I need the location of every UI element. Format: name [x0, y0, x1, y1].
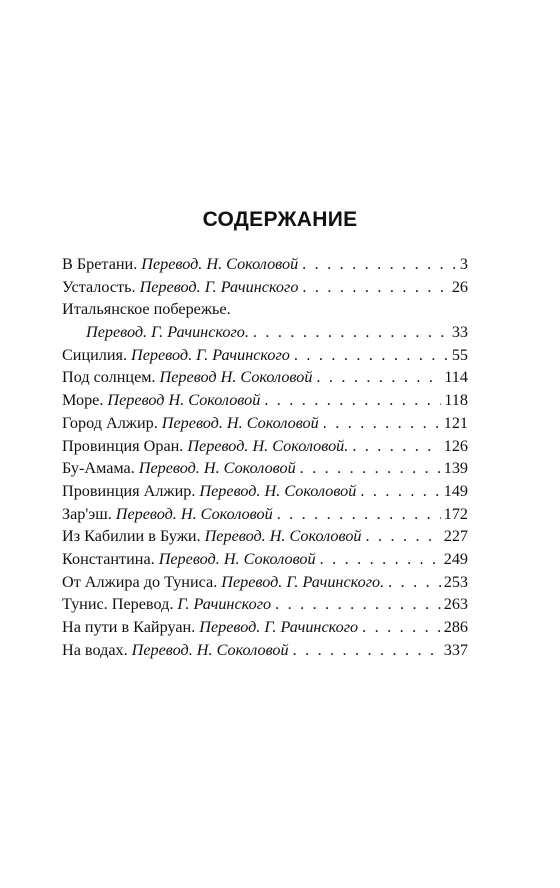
toc-entry-translator: Перевод. Н. Соколовой — [141, 255, 299, 273]
toc-entry-translator: Перевод. Н. Соколовой — [158, 549, 316, 568]
toc-entry-translator: Г. Рачинского — [177, 595, 272, 614]
toc-entry-translator: Перевод Н. Соколовой — [159, 368, 313, 387]
toc-entry-translator: Перевод. Г. Рачинского. — [221, 572, 385, 591]
toc-entry — [62, 593, 468, 616]
toc-entry-title: Из Кабилии в Бужи. — [62, 527, 201, 546]
toc-entry-translator: Перевод. Н. Соколовой — [161, 413, 319, 432]
toc-entry — [62, 457, 468, 480]
toc-entry-translator: Перевод. Н. Соколовой — [138, 459, 296, 478]
toc-entry-title: Море. — [62, 391, 104, 410]
dot-leader — [293, 639, 441, 662]
toc-entry — [62, 344, 468, 367]
toc-entry-title: На пути в Кайруан. — [62, 618, 196, 636]
toc-entry-translator: Перевод. Г. Рачинского — [139, 277, 299, 296]
toc-entry — [62, 503, 468, 526]
dot-leader — [316, 366, 441, 389]
dot-leader — [277, 503, 441, 526]
toc-entry-title: От Алжира до Туниса. — [62, 572, 218, 591]
dot-leader — [320, 548, 441, 571]
toc-list — [62, 253, 468, 661]
toc-entry-page: 55 — [451, 345, 468, 364]
toc-entry — [62, 435, 468, 458]
dot-leader — [302, 276, 448, 299]
dot-leader — [362, 616, 441, 639]
toc-entry-title: Провинция Алжир. — [62, 481, 196, 500]
toc-entry-page: 33 — [451, 323, 468, 342]
toc-entry — [62, 525, 468, 548]
toc-entry — [62, 639, 468, 662]
toc-entry-page: 26 — [451, 277, 468, 296]
toc-entry-title: Константина. — [62, 549, 155, 568]
toc-entry-page: 3 — [459, 255, 468, 273]
toc-entry-page: 263 — [443, 595, 468, 614]
dot-leader — [323, 412, 441, 435]
toc-entry-translator: Перевод. Г. Рачинского. — [86, 323, 249, 342]
toc-entry-translator: Перевод. Н. Соколовой — [115, 504, 273, 523]
dot-leader — [388, 571, 441, 594]
toc-entry-translator: Перевод Н. Соколовой — [107, 391, 261, 410]
toc-entry-page: 172 — [443, 504, 468, 523]
toc-entry-page: 249 — [443, 549, 468, 568]
toc-entry-page: 337 — [443, 640, 468, 659]
toc-entry-title: Итальянское побережье. — [62, 300, 231, 319]
toc-entry-page: 114 — [444, 368, 468, 387]
toc-entry-continuation — [62, 321, 468, 344]
toc-entry-page: 149 — [443, 481, 468, 500]
toc-entry — [62, 571, 468, 594]
toc-entry-translator: Перевод. Н. Соколовой. — [187, 436, 349, 455]
toc-heading: СОДЕРЖАНИЕ — [202, 208, 358, 231]
toc-entry-page: 253 — [443, 572, 468, 591]
toc-entry-page: 227 — [443, 527, 468, 546]
dot-leader — [294, 344, 449, 367]
dot-leader — [275, 593, 441, 616]
toc-entry-title: Тунис. Перевод. — [62, 595, 174, 614]
toc-entry — [62, 412, 468, 435]
dot-leader — [366, 525, 441, 548]
toc-entry — [62, 548, 468, 571]
toc-entry — [62, 276, 468, 299]
dot-leader — [300, 457, 441, 480]
toc-entry-title: Провинция Оран. — [62, 436, 184, 455]
toc-entry-translator: Перевод. Г. Рачинского — [199, 618, 359, 636]
toc-entry-page: 139 — [443, 459, 468, 478]
toc-entry-title: Бу-Амама. — [62, 459, 135, 478]
toc-entry-title: Усталость. — [62, 277, 136, 296]
toc-entry-page: 121 — [443, 413, 468, 432]
dot-leader — [302, 253, 457, 276]
toc-entry-title: Под солнцем. — [62, 368, 156, 387]
dot-leader — [352, 435, 440, 458]
toc-entry-translator: Перевод. Н. Соколовой — [199, 481, 357, 500]
toc-entry-page: 126 — [443, 436, 468, 455]
toc-entry-title: Зар'эш. — [62, 504, 112, 523]
toc-entry-translator: Перевод. Н. Соколовой — [131, 640, 289, 659]
toc-entry-title: На водах. — [62, 640, 128, 659]
toc-entry — [62, 298, 468, 321]
toc-entry-title: Город Алжир. — [62, 413, 158, 432]
toc-entry-title: Сицилия. — [62, 345, 128, 364]
toc-entry-page: 286 — [443, 618, 468, 636]
toc-entry-translator: Перевод. Г. Рачинского — [131, 345, 290, 364]
toc-entry — [62, 480, 468, 503]
dot-leader — [360, 480, 440, 503]
toc-entry — [62, 389, 468, 412]
toc-entry — [62, 253, 468, 276]
toc-entry-title: В Бретани. — [62, 255, 138, 273]
toc-entry — [62, 616, 468, 639]
toc-entry-page: 118 — [444, 391, 468, 410]
toc-entry-translator: Перевод. Н. Соколовой — [204, 527, 362, 546]
dot-leader — [264, 389, 441, 412]
dot-leader — [253, 321, 449, 344]
toc-entry — [62, 366, 468, 389]
